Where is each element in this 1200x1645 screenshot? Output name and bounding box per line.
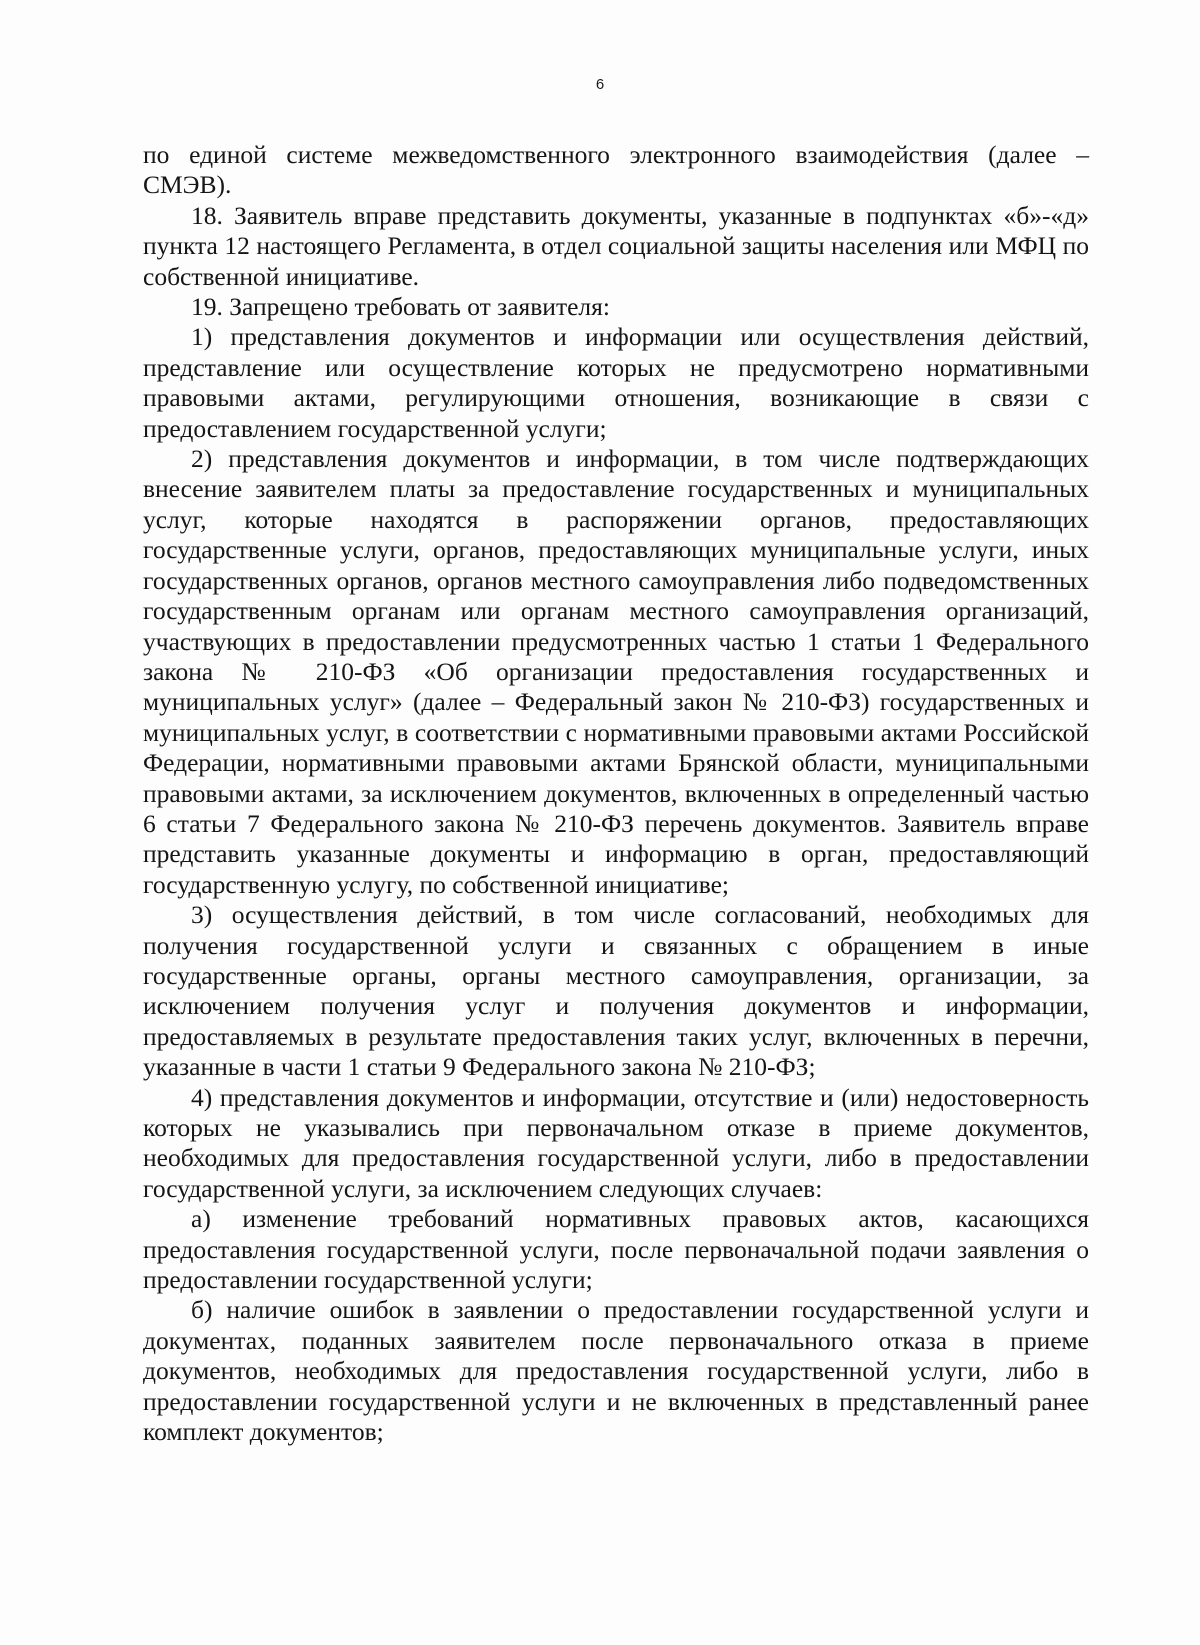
page-number: 6: [595, 76, 605, 93]
paragraph-subitem-3: 3) осуществления действий, в том числе согласований, необходимых для получения государственной услуги и связанных с обращением в иные государственные органы, органы местного самоуправления, организации, за исключением получения услуг и получения документов и информации, предоставляемых в результате предоставления таких услуг, включенных в перечни, указанные в части 1 статьи 9 Федерального закона № 210-ФЗ;: [143, 900, 1089, 1082]
paragraph-item-19: 19. Запрещено требовать от заявителя:: [191, 292, 610, 322]
document-body: [143, 140, 1089, 1447]
paragraph-smev-continuation: по единой системе межведомственного электронного взаимодействия (далее – СМЭВ).: [143, 140, 1089, 200]
paragraph-subitem-2: 2) представления документов и информации, в том числе подтверждающих внесение заявителем платы за предоставление государственных и муниципальных услуг, которые находятся в распоряжении органов, предоставляющих государственные услуги, органов, предоставляющих муниципальные услуги, иных государственных органов, органов местного самоуправления либо подведомственных государственным органам или органам местного самоуправления организаций, участвующих в предоставлении предусмотренных частью 1 статьи 1 Федерального закона № 210-ФЗ «Об организации предоставления государственных и муниципальных услуг» (далее – Федеральный закон № 210-ФЗ) государственных и муниципальных услуг, в соответствии с нормативными правовыми актами Российской Федерации, нормативными правовыми актами Брянской области, муниципальными правовыми актами, за исключением документов, включенных в определенный частью 6 статьи 7 Федерального закона № 210-ФЗ перечень документов. Заявитель вправе представить указанные документы и информацию в орган, предоставляющий государственную услугу, по собственной инициативе;: [143, 444, 1089, 899]
paragraph-subitem-1: 1) представления документов и информации или осуществления действий, представление или осуществление которых не предусмотрено нормативными правовыми актами, регулирующими отношения, возникающие в связи с предоставлением государственной услуги;: [143, 322, 1089, 443]
paragraph-subitem-a: а) изменение требований нормативных правовых актов, касающихся предоставления государственной услуги, после первоначальной подачи заявления о предоставлении государственной услуги;: [143, 1204, 1089, 1295]
paragraph-item-18: 18. Заявитель вправе представить документы, указанные в подпунктах «б»-«д» пункта 12 настоящего Регламента, в отдел социальной защиты населения или МФЦ по собственной инициативе.: [143, 200, 1089, 291]
paragraph-subitem-b: б) наличие ошибок в заявлении о предоставлении государственной услуги и документах, поданных заявителем после первоначального отказа в приеме документов, необходимых для предоставления государственной услуги, либо в предоставлении государственной услуги и не включенных в представленный ранее комплект документов;: [143, 1295, 1089, 1447]
paragraph-subitem-4: 4) представления документов и информации, отсутствие и (или) недостоверность которых не указывались при первоначальном отказе в приеме документов, необходимых для предоставления государственной услуги, либо в предоставлении государственной услуги, за исключением следующих случаев:: [143, 1082, 1089, 1203]
